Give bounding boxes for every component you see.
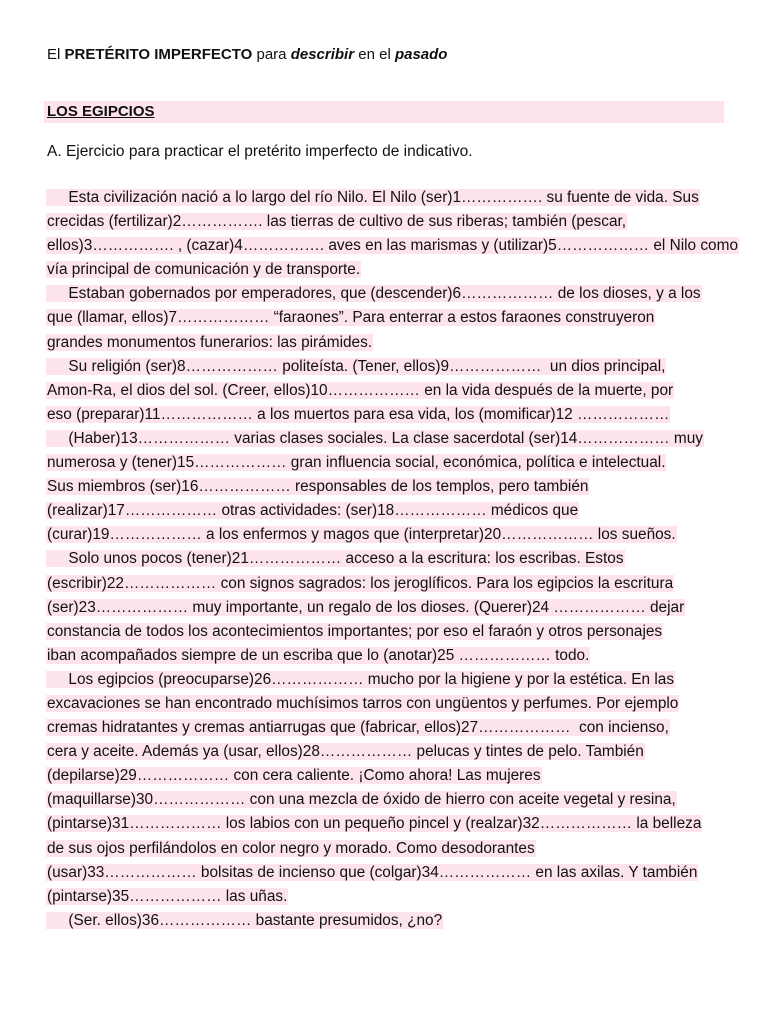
text-line: que (llamar, ellos)7……………… “faraones”. Para enterrar a estos faraones construyeron	[47, 309, 655, 327]
text-line: eso (preparar)11……………… a los muertos para esa vida, los (momificar)12 ………………	[47, 405, 670, 423]
text-line: crecidas (fertilizar)2……………. las tierras de cultivo de sus riberas; también (pescar,	[47, 213, 627, 231]
text-line: numerosa y (tener)15……………… gran influencia social, económica, política e intelectual.	[47, 454, 666, 472]
text-line: (curar)19……………… a los enfermos y magos que (interpretar)20……………… los sueños.	[47, 526, 676, 544]
text-line: cera y aceite. Además ya (usar, ellos)28……………… pelucas y tintes de pelo. También	[47, 743, 644, 761]
document-title	[47, 44, 447, 66]
text-line: excavaciones se han encontrado muchísimos tarros con ungüentos y perfumes. Por ejemplo	[47, 694, 679, 712]
title-para: para	[256, 46, 287, 63]
title-describir: describir	[290, 46, 355, 63]
text-line: de sus ojos perfilándolos en color negro y morado. Como desodorantes	[47, 839, 535, 857]
text-line: grandes monumentos funerarios: las pirámides.	[47, 333, 373, 351]
section-heading: LOS EGIPCIOS	[47, 103, 155, 120]
text-line: (Haber)13……………… varias clases sociales. La clase sacerdotal (ser)14……………… muy	[47, 429, 704, 447]
text-line: (realizar)17……………… otras actividades: (ser)18……………… médicos que	[47, 502, 579, 520]
text-line: iban acompañados siempre de un escriba que lo (anotar)25 ……………… todo.	[47, 646, 590, 664]
text-line: constancia de todos los acontecimientos importantes; por eso el faraón y otros personajes	[47, 622, 663, 640]
text-line: (escribir)22……………… con signos sagrados: los jeroglíficos. Para los egipcios la escritura	[47, 574, 674, 592]
text-line: ellos)3……………. , (cazar)4……………. aves en las marismas y (utilizar)5……………… el Nilo como	[47, 237, 739, 255]
text-line: (Ser. ellos)36……………… bastante presumidos, ¿no?	[47, 911, 443, 929]
text-line: Su religión (ser)8……………… politeísta. (Tener, ellos)9……………… un dios principal,	[47, 357, 666, 375]
title-en-el: en el	[358, 46, 391, 63]
exercise-instruction: A. Ejercicio para practicar el pretérito imperfecto de indicativo.	[47, 143, 473, 160]
title-pasado: pasado	[394, 46, 448, 63]
text-line: (pintarse)35……………… las uñas.	[47, 887, 288, 905]
text-line: Esta civilización nació a lo largo del río Nilo. El Nilo (ser)1……………. su fuente de vida. Sus	[47, 189, 699, 206]
section-heading-bar	[44, 101, 724, 123]
text-line: Sus miembros (ser)16……………… responsables de los templos, pero también	[47, 478, 589, 496]
text-line: Los egipcios (preocuparse)26……………… mucho por la higiene y por la estética. En las	[47, 670, 675, 688]
text-line: (depilarse)29……………… con cera caliente. ¡Como ahora! Las mujeres	[47, 767, 541, 785]
exercise-text	[46, 186, 739, 933]
text-line: vía principal de comunicación y de transporte.	[47, 261, 361, 279]
text-line: Solo unos pocos (tener)21……………… acceso a la escritura: los escribas. Estos	[47, 550, 624, 568]
text-line: (maquillarse)30……………… con una mezcla de óxido de hierro con aceite vegetal y resina,	[47, 791, 676, 809]
text-line: (ser)23……………… muy importante, un regalo de los dioses. (Querer)24 ……………… dejar	[47, 598, 685, 616]
text-line: (pintarse)31……………… los labios con un pequeño pincel y (realzar)32……………… la belleza	[47, 815, 702, 833]
text-line: Estaban gobernados por emperadores, que (descender)6……………… de los dioses, y a los	[47, 285, 701, 303]
text-line: (usar)33……………… bolsitas de incienso que (colgar)34……………… en las axilas. Y también	[47, 863, 698, 881]
title-el: El	[47, 46, 61, 63]
text-line: Amon-Ra, el dios del sol. (Creer, ellos)10……………… en la vida después de la muerte, por	[47, 381, 674, 399]
title-preterito-imperfecto: PRETÉRITO IMPERFECTO	[64, 46, 253, 63]
text-line: cremas hidratantes y cremas antiarrugas que (fabricar, ellos)27……………… con incienso,	[47, 719, 669, 737]
